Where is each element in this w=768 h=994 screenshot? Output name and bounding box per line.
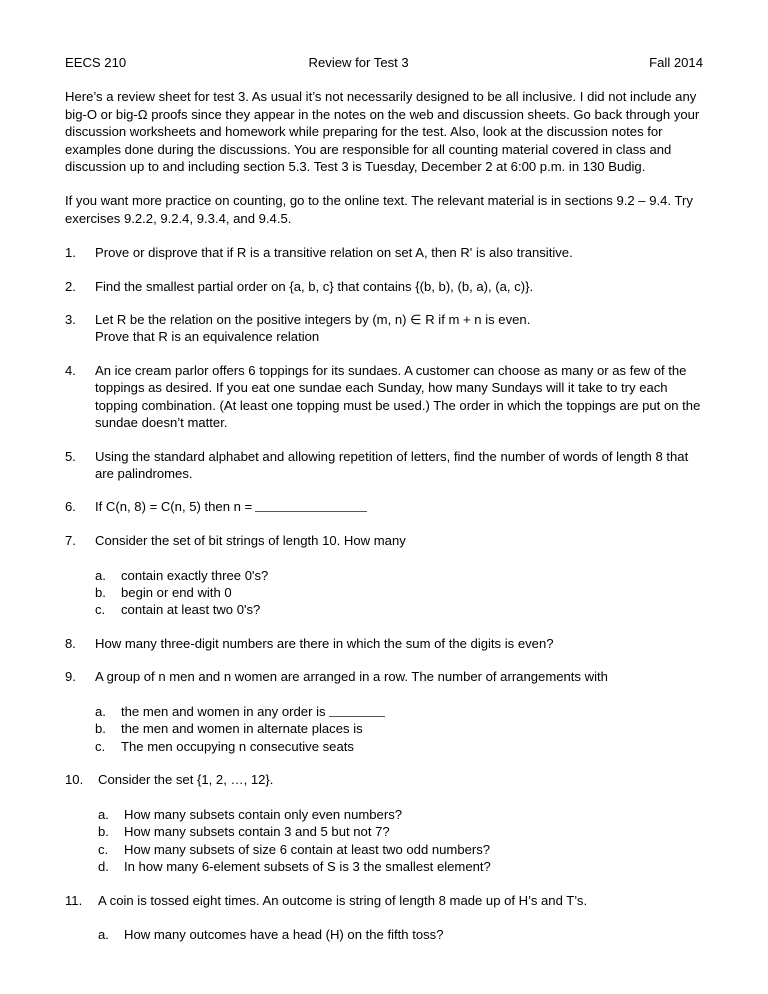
subitem-letter: b.	[95, 584, 106, 600]
question-number: 1.	[65, 245, 76, 261]
subitem-letter: d.	[98, 859, 109, 875]
question-text-line: An ice cream parlor offers 6 toppings for its sundaes. A customer can choose as many or as few of the toppings as desired. If you eat one sundae each Sunday, how many Sundays will it take to try each topping combination. (At least one topping must be used.) The order in which the toppings are put on the sundae doesn’t matter.	[95, 362, 701, 431]
question-item	[65, 278, 703, 295]
question-text-line: Consider the set of bit strings of length 10. How many	[95, 532, 406, 548]
question-subitem	[95, 567, 703, 584]
question-number: 11.	[65, 892, 83, 908]
question-number: 10.	[65, 772, 84, 788]
intro-paragraph-2: If you want more practice on counting, go to the online text. The relevant material is in sections 9.2 – 9.4. Try exercises 9.2.2, 9.2.4, 9.3.4, and 9.4.5.	[65, 193, 693, 226]
question-number: 2.	[65, 278, 76, 294]
question-text-line: If C(n, 8) = C(n, 5) then n =	[95, 498, 703, 515]
question-body	[95, 668, 703, 755]
question-number: 5.	[65, 448, 76, 464]
subitem-text: How many subsets contain 3 and 5 but not 7?	[124, 824, 390, 840]
fill-in-blank[interactable]	[255, 500, 367, 512]
subitem-letter: a.	[95, 703, 106, 719]
intro-paragraph-1: Here’s a review sheet for test 3. As usual it’s not necessarily designed to be all inclusive. I did not include any big-O or big-Ω proofs since they appear in the notes on the web and discussion sheets. Go back through your discussion worksheets and homework while preparing for the test. Also, look at the discussion notes for examples done during the discussions. You are responsible for all counting material covered in class and discussion up to and including section 5.3. Test 3 is Tuesday, December 2 at 6:00 p.m. in 130 Budig.	[65, 89, 700, 175]
question-text-line: A group of n men and n women are arranged in a row. The number of arrangements with	[95, 669, 608, 685]
question-sublist	[95, 703, 703, 755]
subitem-letter: c.	[98, 841, 109, 857]
question-subitem	[98, 858, 703, 875]
question-item	[65, 498, 703, 515]
document-header	[65, 54, 703, 71]
subitem-text: How many outcomes have a head (H) on the fifth toss?	[124, 927, 444, 943]
question-item	[65, 635, 703, 652]
subitem-letter: a.	[98, 807, 109, 822]
question-item	[65, 362, 703, 432]
subitem-letter: a.	[98, 927, 109, 943]
subitem-text: contain exactly three 0's?	[121, 567, 269, 583]
question-item	[65, 311, 703, 346]
question-body	[95, 498, 703, 515]
subitem-text: How many subsets contain only even numbers?	[124, 807, 403, 822]
fill-in-blank[interactable]	[329, 705, 385, 717]
subitem-letter: a.	[95, 567, 106, 583]
subitem-text: contain at least two 0's?	[121, 602, 261, 618]
question-text-line: Using the standard alphabet and allowing repetition of letters, find the number of words of length 8 that are palindromes.	[95, 448, 689, 481]
header-course: EECS 210	[65, 55, 127, 70]
question-subitem	[98, 841, 703, 858]
document-body	[65, 54, 703, 960]
subitem-text: How many subsets of size 6 contain at least two odd numbers?	[124, 841, 491, 857]
subitem-text: the men and women in alternate places is	[121, 721, 363, 737]
header-title: Review for Test 3	[308, 55, 409, 70]
question-sublist	[98, 926, 703, 943]
subitem-text: In how many 6-element subsets of S is 3 the smallest element?	[124, 859, 491, 875]
question-subitem	[98, 806, 703, 823]
subitem-letter: b.	[95, 721, 106, 737]
question-item	[65, 668, 703, 755]
question-subitem	[95, 584, 703, 601]
question-number: 8.	[65, 635, 76, 651]
question-subitem	[95, 601, 703, 618]
header-term: Fall 2014	[649, 55, 703, 70]
question-number: 6.	[65, 499, 76, 515]
subitem-letter: c.	[95, 738, 106, 754]
question-body	[98, 892, 703, 944]
question-text-line: Consider the set {1, 2, …, 12}.	[98, 772, 274, 788]
question-body	[98, 771, 703, 875]
question-body	[95, 278, 703, 295]
question-item	[65, 532, 703, 619]
question-subitem	[95, 738, 703, 755]
question-list	[65, 244, 703, 944]
question-body	[95, 311, 703, 346]
question-body	[95, 635, 703, 652]
question-body	[95, 532, 703, 619]
question-subitem	[98, 926, 703, 943]
question-item	[65, 771, 703, 875]
question-body	[95, 362, 703, 432]
question-text-line: Let R be the relation on the positive integers by (m, n) ∈ R if m + n is even.	[95, 312, 531, 328]
question-number: 7.	[65, 532, 76, 548]
subitem-letter: b.	[98, 824, 109, 840]
question-text-line: Find the smallest partial order on {a, b, c} that contains {(b, b), (b, a), (a, c)}.	[95, 278, 534, 294]
question-item	[65, 892, 703, 944]
question-item	[65, 244, 703, 261]
question-subitem	[98, 823, 703, 840]
question-body	[95, 244, 703, 261]
question-text-line: Prove or disprove that if R is a transitive relation on set A, then R' is also transitive.	[95, 245, 573, 261]
question-body	[95, 448, 703, 483]
question-text-line: Prove that R is an equivalence relation	[95, 329, 320, 345]
question-number: 4.	[65, 362, 76, 378]
question-text-line: How many three-digit numbers are there in which the sum of the digits is even?	[95, 635, 554, 651]
subitem-text: begin or end with 0	[121, 584, 232, 600]
question-number: 3.	[65, 312, 76, 328]
subitem-text: the men and women in any order is	[121, 703, 326, 719]
question-subitem	[95, 703, 703, 720]
subitem-letter: c.	[95, 602, 106, 618]
question-number: 9.	[65, 669, 76, 685]
subitem-text: The men occupying n consecutive seats	[121, 738, 354, 754]
question-sublist	[98, 806, 703, 876]
question-subitem	[95, 720, 703, 737]
question-item	[65, 448, 703, 483]
question-text-line: A coin is tossed eight times. An outcome is string of length 8 made up of H’s and T’s.	[98, 892, 588, 908]
question-sublist	[95, 567, 703, 619]
